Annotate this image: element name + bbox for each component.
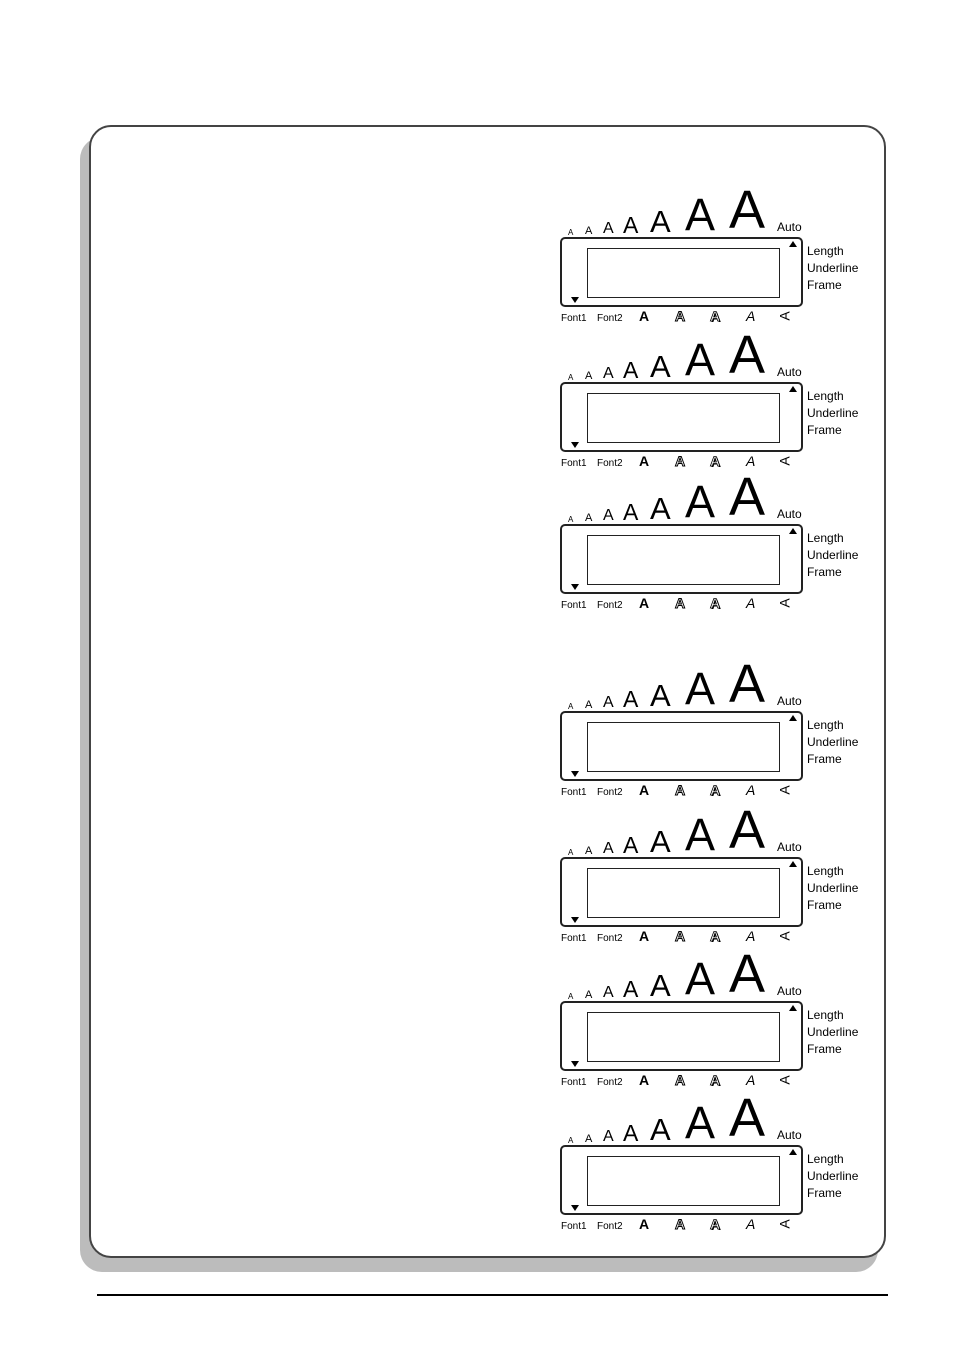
frame-indicator: Frame [807,565,842,579]
size-indicator-5: A [650,678,671,713]
frame-indicator: Frame [807,752,842,766]
font1-indicator: Font1 [561,600,587,611]
size-indicator-1: A [568,1136,574,1145]
cursor-up-icon [789,861,797,867]
underline-indicator: Underline [807,548,859,562]
font-style-indicators [558,455,808,473]
shadow-style-icon: A [710,928,721,944]
lcd-frame [560,1001,803,1071]
side-indicators [807,863,858,914]
side-indicators [807,717,858,768]
size-indicator-6: A [685,476,716,527]
cursor-up-icon [789,1005,797,1011]
underline-indicator: Underline [807,881,859,895]
character-size-indicators [558,944,808,1004]
frame-indicator: Frame [807,423,842,437]
lcd-display-panel [558,180,868,325]
auto-indicator: Auto [777,1128,802,1142]
length-indicator: Length [807,531,844,545]
lcd-frame [560,382,803,452]
outline-style-icon: A [675,595,686,611]
lcd-frame [560,857,803,927]
frame-indicator: Frame [807,898,842,912]
size-indicator-1: A [568,992,574,1001]
size-indicator-5: A [650,1112,671,1147]
character-size-indicators [558,180,808,240]
lcd-screen [587,248,780,298]
size-indicator-3: A [603,365,614,382]
cursor-down-icon [571,297,579,303]
font1-indicator: Font1 [561,933,587,944]
shadow-style-icon: A [710,1216,721,1232]
footer-rule [97,1294,888,1296]
underline-indicator: Underline [807,1169,859,1183]
size-indicator-4: A [623,357,639,383]
character-size-indicators [558,467,808,527]
size-indicator-7: A [729,800,766,860]
font-style-indicators [558,784,808,802]
size-indicator-5: A [650,968,671,1003]
size-indicator-3: A [603,984,614,1001]
underline-indicator: Underline [807,406,859,420]
size-indicator-6: A [685,334,716,385]
italic-style-icon: A [746,308,756,324]
size-indicator-1: A [568,515,574,524]
size-indicator-1: A [568,848,574,857]
size-indicator-4: A [623,976,639,1002]
frame-indicator: Frame [807,278,842,292]
side-indicators [807,243,858,294]
outline-style-icon: A [675,453,686,469]
bold-style-icon: A [639,1072,650,1088]
size-indicator-2: A [585,699,593,711]
size-indicator-6: A [685,1097,716,1148]
size-indicator-5: A [650,349,671,384]
vertical-style-glyph: A [776,456,793,466]
font2-indicator: Font2 [597,313,623,324]
underline-indicator: Underline [807,261,859,275]
length-indicator: Length [807,244,844,258]
size-indicator-2: A [585,225,593,237]
lcd-display-panel [558,467,868,612]
font2-indicator: Font2 [597,458,623,469]
size-indicator-3: A [603,694,614,711]
size-indicator-6: A [685,953,716,1004]
size-indicator-3: A [603,507,614,524]
italic-style-icon: A [746,595,756,611]
size-indicator-2: A [585,989,593,1001]
size-indicator-1: A [568,373,574,382]
frame-indicator: Frame [807,1186,842,1200]
size-indicator-7: A [729,467,766,527]
vertical-style-glyph: A [776,1219,793,1229]
italic-style-icon: A [746,1072,756,1088]
shadow-style-icon: A [710,595,721,611]
vertical-style-icon [776,596,793,610]
lcd-frame [560,711,803,781]
size-indicator-3: A [603,1128,614,1145]
auto-indicator: Auto [777,694,802,708]
size-indicator-2: A [585,845,593,857]
vertical-style-icon [776,309,793,323]
size-indicator-1: A [568,702,574,711]
size-indicator-7: A [729,180,766,240]
italic-style-icon: A [746,1216,756,1232]
bold-style-icon: A [639,928,650,944]
outline-style-icon: A [675,928,686,944]
shadow-style-icon: A [710,782,721,798]
vertical-style-glyph: A [776,785,793,795]
side-indicators [807,1151,858,1202]
font1-indicator: Font1 [561,1221,587,1232]
lcd-screen [587,393,780,443]
lcd-display-panel [558,654,868,799]
lcd-screen [587,1012,780,1062]
auto-indicator: Auto [777,365,802,379]
vertical-style-icon [776,1073,793,1087]
font2-indicator: Font2 [597,1221,623,1232]
character-size-indicators [558,1088,808,1148]
shadow-style-icon: A [710,308,721,324]
vertical-style-icon [776,454,793,468]
lcd-display-panel [558,944,868,1089]
font2-indicator: Font2 [597,933,623,944]
bold-style-icon: A [639,782,650,798]
size-indicator-7: A [729,654,766,714]
lcd-screen [587,535,780,585]
size-indicator-4: A [623,1120,639,1146]
lcd-frame [560,237,803,307]
cursor-down-icon [571,1205,579,1211]
size-indicator-4: A [623,686,639,712]
lcd-screen [587,868,780,918]
vertical-style-icon [776,1217,793,1231]
length-indicator: Length [807,1152,844,1166]
size-indicator-2: A [585,512,593,524]
cursor-down-icon [571,1061,579,1067]
lcd-frame [560,524,803,594]
font-style-indicators [558,310,808,328]
cursor-up-icon [789,715,797,721]
size-indicator-7: A [729,325,766,385]
font-style-indicators [558,1218,808,1236]
frame-indicator: Frame [807,1042,842,1056]
length-indicator: Length [807,718,844,732]
outline-style-icon: A [675,1216,686,1232]
font1-indicator: Font1 [561,1077,587,1088]
side-indicators [807,530,858,581]
lcd-display-panel [558,800,868,945]
italic-style-icon: A [746,928,756,944]
underline-indicator: Underline [807,735,859,749]
vertical-style-glyph: A [776,311,793,321]
bold-style-icon: A [639,595,650,611]
shadow-style-icon: A [710,1072,721,1088]
size-indicator-4: A [623,499,639,525]
lcd-screen [587,1156,780,1206]
size-indicator-7: A [729,944,766,1004]
character-size-indicators [558,654,808,714]
font1-indicator: Font1 [561,787,587,798]
outline-style-icon: A [675,1072,686,1088]
bold-style-icon: A [639,453,650,469]
outline-style-icon: A [675,308,686,324]
underline-indicator: Underline [807,1025,859,1039]
vertical-style-icon [776,783,793,797]
auto-indicator: Auto [777,840,802,854]
font2-indicator: Font2 [597,787,623,798]
bold-style-icon: A [639,308,650,324]
size-indicator-6: A [685,663,716,714]
cursor-down-icon [571,917,579,923]
outline-style-icon: A [675,782,686,798]
font-style-indicators [558,930,808,948]
font2-indicator: Font2 [597,1077,623,1088]
lcd-display-panel [558,325,868,470]
italic-style-icon: A [746,782,756,798]
font2-indicator: Font2 [597,600,623,611]
vertical-style-glyph: A [776,1075,793,1085]
size-indicator-2: A [585,1133,593,1145]
size-indicator-4: A [623,832,639,858]
size-indicator-2: A [585,370,593,382]
size-indicator-6: A [685,189,716,240]
font1-indicator: Font1 [561,313,587,324]
auto-indicator: Auto [777,984,802,998]
lcd-frame [560,1145,803,1215]
length-indicator: Length [807,1008,844,1022]
cursor-up-icon [789,1149,797,1155]
size-indicator-5: A [650,204,671,239]
size-indicator-5: A [650,491,671,526]
auto-indicator: Auto [777,220,802,234]
cursor-up-icon [789,528,797,534]
size-indicator-3: A [603,840,614,857]
shadow-style-icon: A [710,453,721,469]
vertical-style-glyph: A [776,598,793,608]
bold-style-icon: A [639,1216,650,1232]
vertical-style-glyph: A [776,931,793,941]
cursor-up-icon [789,241,797,247]
lcd-display-panel [558,1088,868,1233]
lcd-screen [587,722,780,772]
cursor-down-icon [571,771,579,777]
size-indicator-4: A [623,212,639,238]
size-indicator-3: A [603,220,614,237]
size-indicator-6: A [685,809,716,860]
size-indicator-1: A [568,228,574,237]
side-indicators [807,388,858,439]
size-indicator-7: A [729,1088,766,1148]
font1-indicator: Font1 [561,458,587,469]
character-size-indicators [558,800,808,860]
length-indicator: Length [807,864,844,878]
font-style-indicators [558,597,808,615]
vertical-style-icon [776,929,793,943]
italic-style-icon: A [746,453,756,469]
font-style-indicators [558,1074,808,1092]
cursor-down-icon [571,584,579,590]
length-indicator: Length [807,389,844,403]
side-indicators [807,1007,858,1058]
size-indicator-5: A [650,824,671,859]
cursor-down-icon [571,442,579,448]
auto-indicator: Auto [777,507,802,521]
character-size-indicators [558,325,808,385]
cursor-up-icon [789,386,797,392]
